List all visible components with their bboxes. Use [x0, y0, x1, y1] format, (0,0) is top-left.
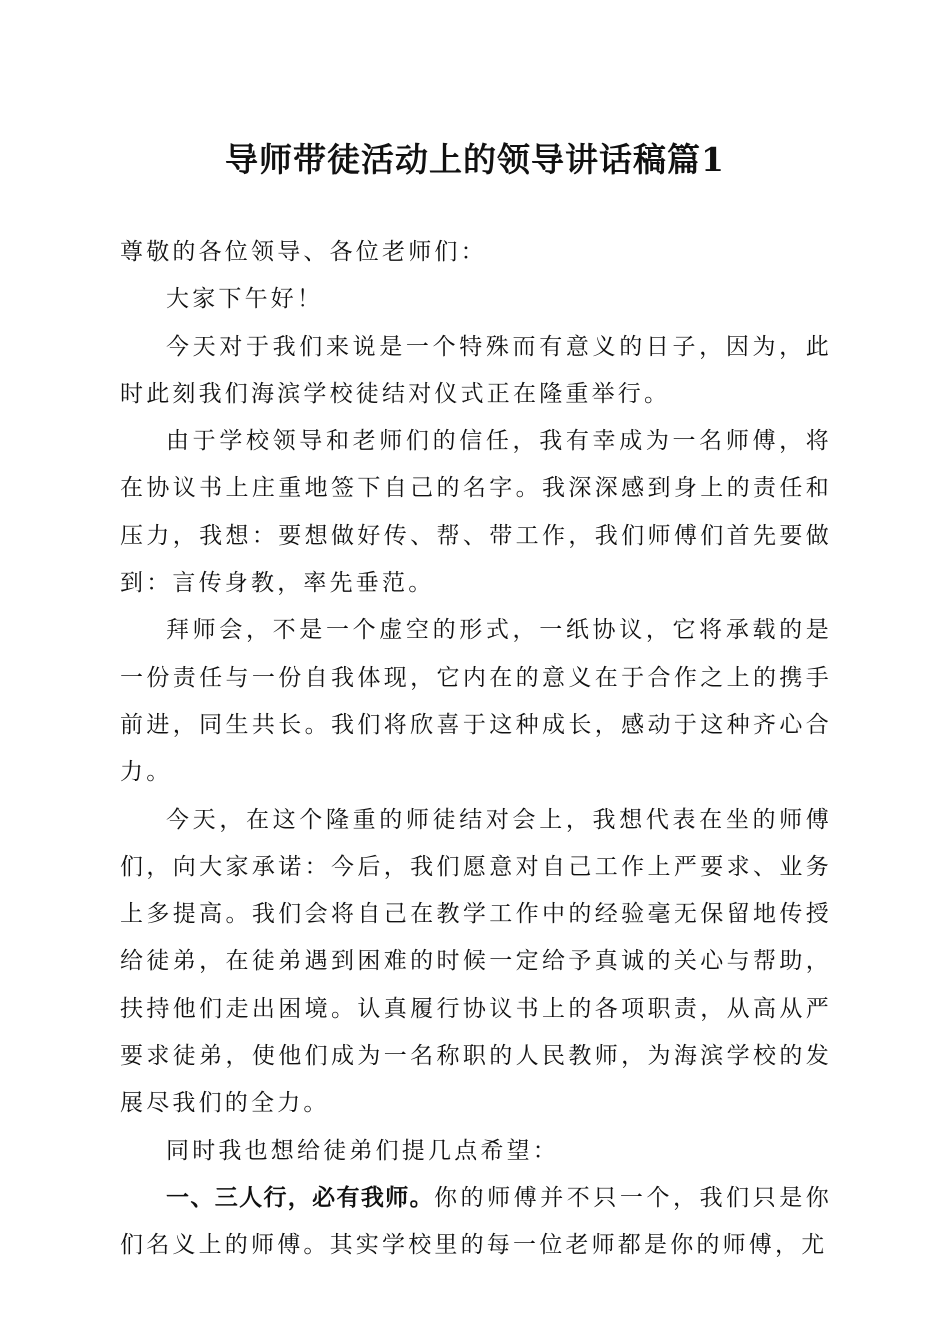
document-body — [120, 229, 832, 1270]
point-one-text: 你的师傅并不只一个，我们只是你们名义上的师傅。其实学校里的每一位老师都是你的师傅，尤 — [120, 1184, 833, 1259]
paragraph-5: 同时我也想给徒弟们提几点希望： — [166, 1137, 559, 1164]
salutation: 尊敬的各位领导、各位老师们： — [120, 239, 487, 265]
paragraph-4: 今天，在这个隆重的师徒结对会上，我想代表在坐的师傅们，向大家承诺：今后，我们愿意对自己工作上严要求、业务上多提高。我们会将自己在教学工作中的经验毫无保留地传授给徒弟，在徒弟遇到困难的时候一定给予真诚的关心与帮助，扶持他们走出困境。认真履行协议书上的各项职责，从高从严要求徒弟，使他们成为一名称职的人民教师，为海滨学校的发展尽我们的全力。 — [120, 806, 832, 1117]
greeting: 大家下午好！ — [166, 286, 324, 313]
point-one-paragraph — [120, 1175, 832, 1270]
point-one-heading: 一、三人行，必有我师。 — [166, 1184, 434, 1211]
document-title: 导师带徒活动上的领导讲话稿篇1 — [225, 140, 725, 179]
paragraph-3: 拜师会，不是一个虚空的形式，一纸协议，它将承载的是一份责任与一份自我体现，它内在的意义在于合作之上的携手前进，同生共长。我们将欣喜于这种成长，感动于这种齐心合力。 — [120, 617, 832, 786]
paragraph-2: 由于学校领导和老师们的信任，我有幸成为一名师傅，将在协议书上庄重地签下自己的名字。我深深感到身上的责任和压力，我想：要想做好传、帮、带工作，我们师傅们首先要做到：言传身教，率先垂范。 — [120, 428, 832, 597]
paragraph-1: 今天对于我们来说是一个特殊而有意义的日子，因为，此时此刻我们海滨学校徒结对仪式正在隆重举行。 — [120, 333, 832, 407]
